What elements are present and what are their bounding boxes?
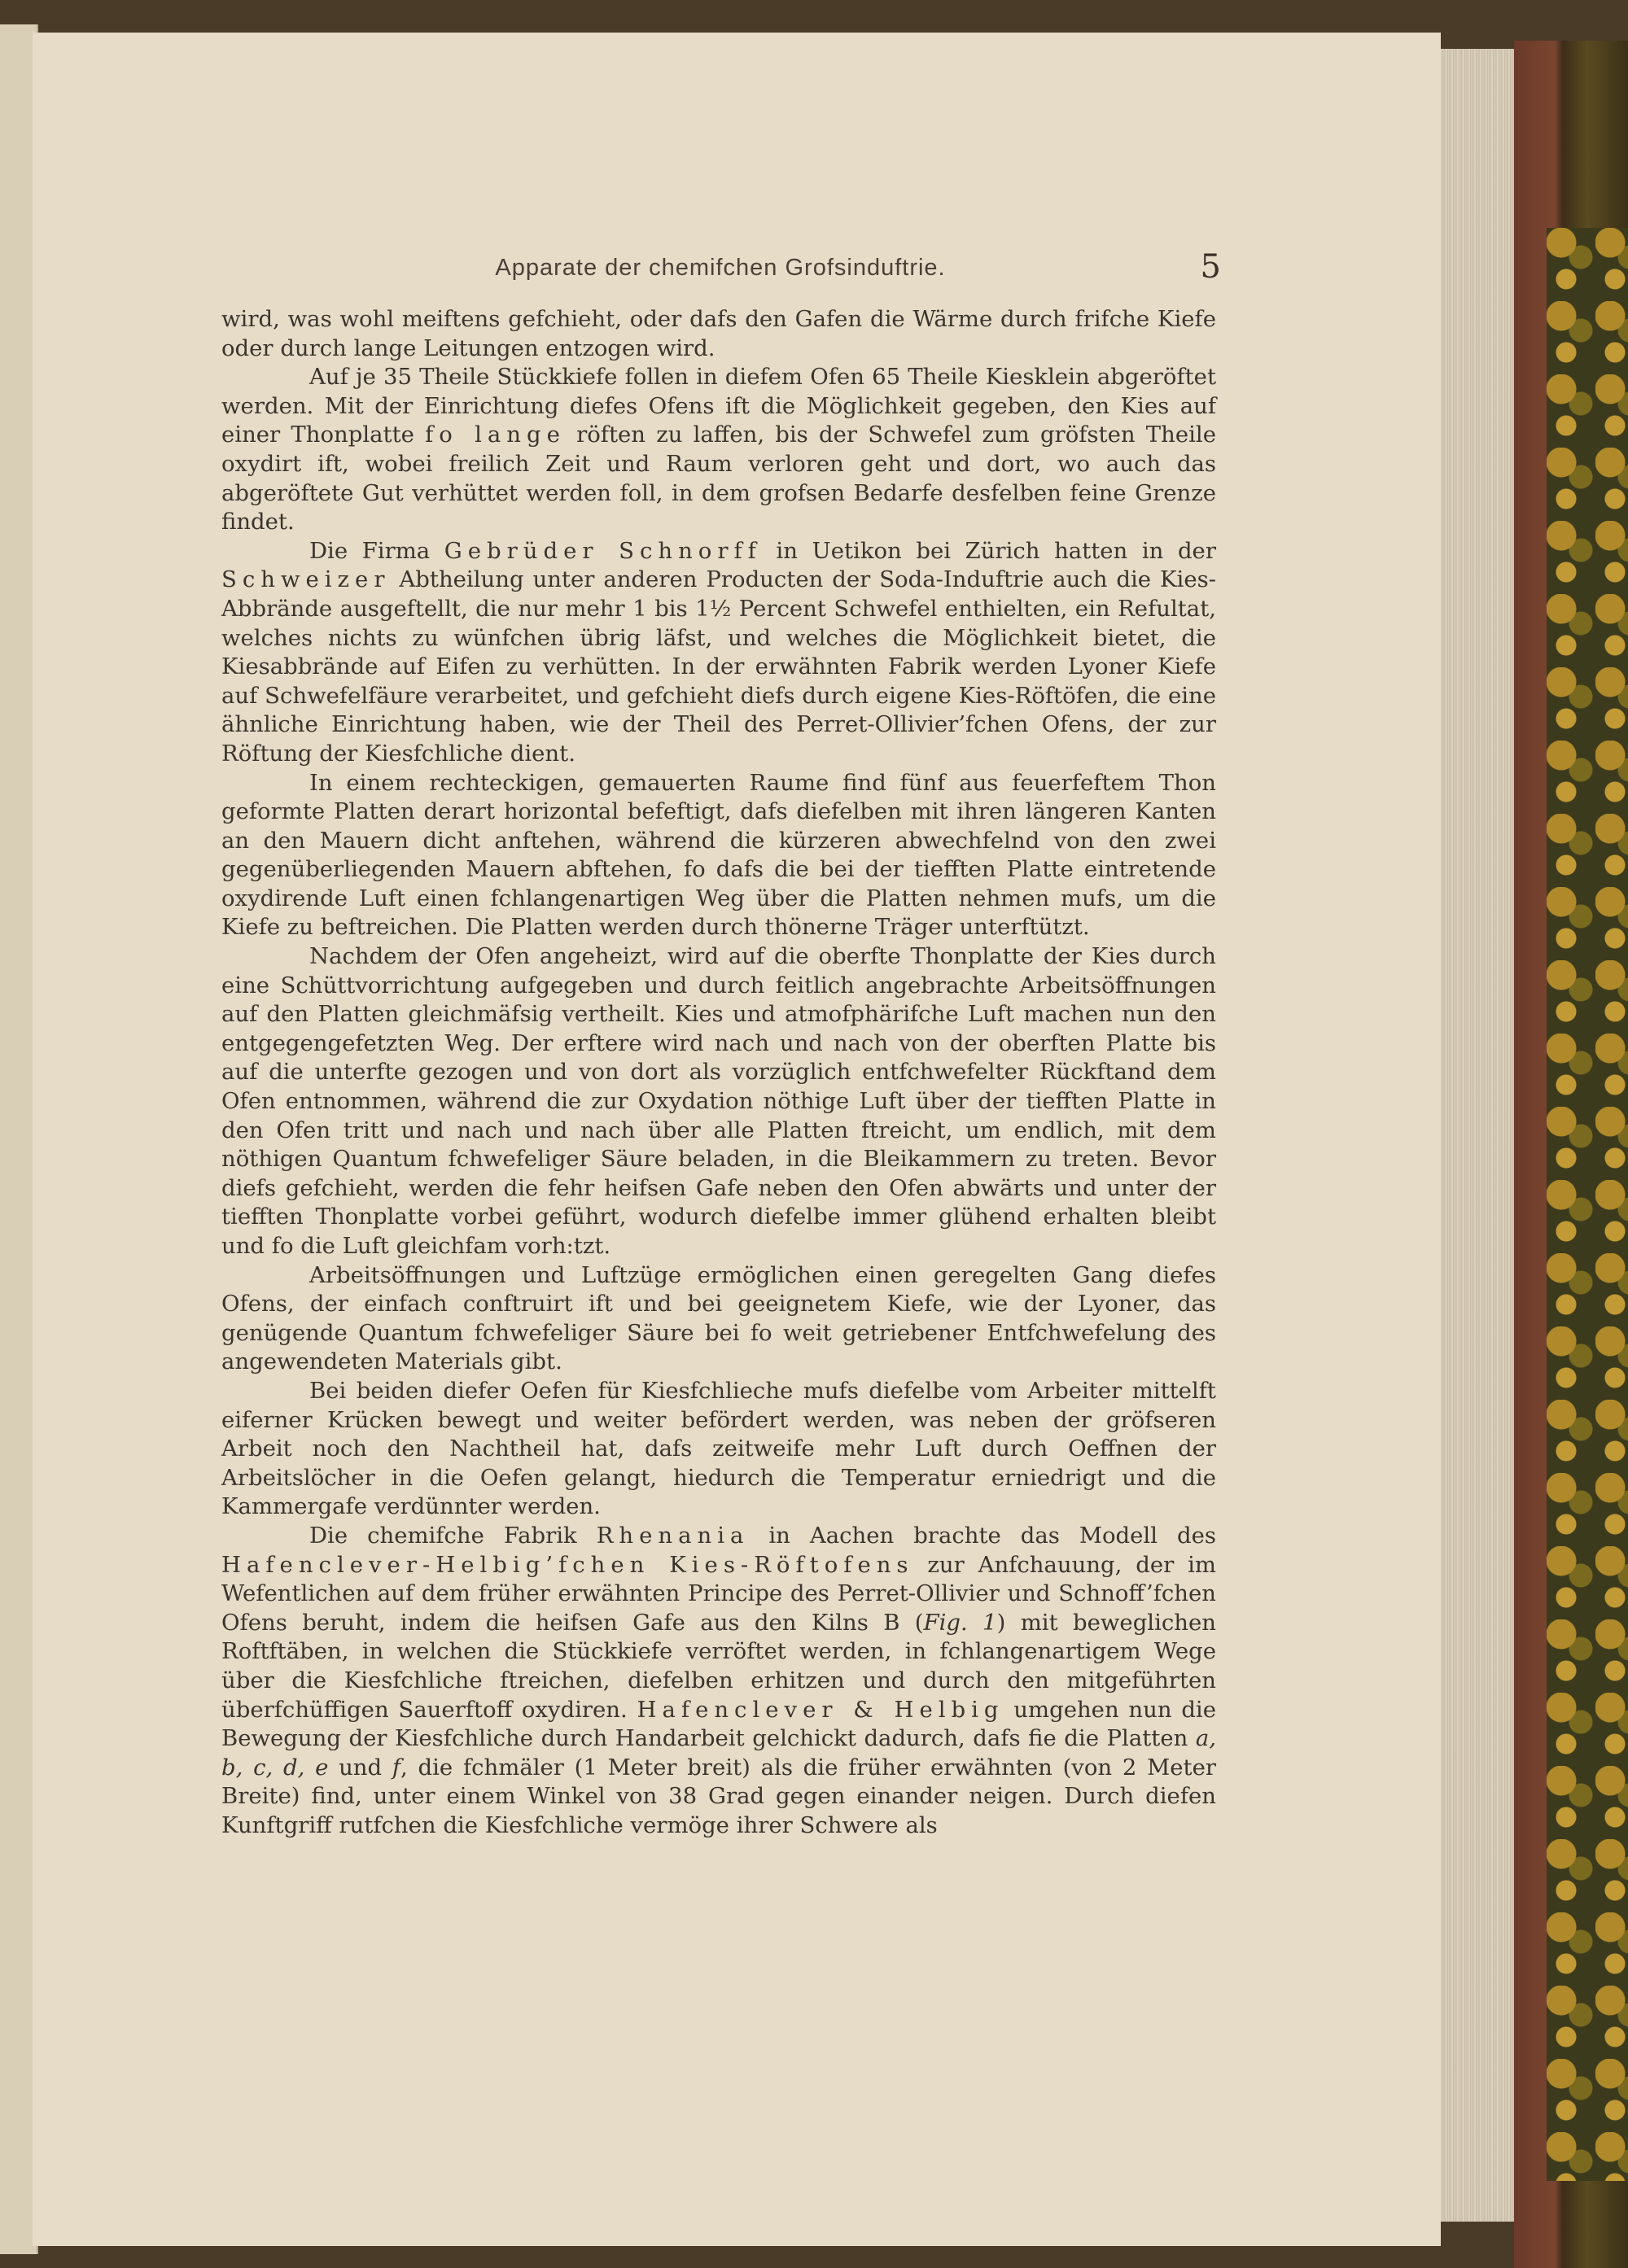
text-run: in Uetikon bei Zürich hatten in der xyxy=(761,537,1216,564)
paragraph-p3 xyxy=(221,537,1216,769)
spaced-name: Rhenania xyxy=(596,1522,750,1549)
page-number: 5 xyxy=(1200,248,1221,286)
text-run: , die fchmäler (1 Meter breit) als die früher erwähnten (von 2 Meter Breite) find, unter einem Winkel von 38 Grad gegen einander neigen. Durch diefen Kunftgriff rutfchen die Kiesfchliche vermöge ihrer Schwere als xyxy=(221,1754,1216,1838)
running-title: Apparate der chemifchen Grofsinduftrie. xyxy=(495,255,946,281)
paragraph-p4 xyxy=(221,769,1216,943)
text-run: zur Anfchauung, der im Wefentlichen auf dem früher erwähnten Principe des Perret-Ollivier und Schnoff’fchen Ofens beruht, indem die heifsen Gafe aus den Kilns B ( xyxy=(221,1551,1216,1636)
paragraph-p1 xyxy=(221,305,1216,363)
text-run: wird, was wohl meiftens gefchieht, oder dafs den Gafen die Wärme durch frifche Kiefe oder durch lange Leitungen entzogen wird. xyxy=(221,306,1216,361)
text-run: in Aachen brachte das Modell des xyxy=(749,1522,1216,1549)
text-run: ) mit beweglichen Roftftäben, in welchen die Stückkiefe verröftet werden, in fchlangenartigem Wege über die Kiesfchliche ftreichen, diefelben erhitzen und durch den mitgeführten überfchüffigen Sauerftoff oxydiren. xyxy=(221,1609,1216,1723)
marbled-cover xyxy=(1547,228,1628,2181)
italic-text: f xyxy=(392,1754,401,1781)
running-head xyxy=(220,248,1221,289)
spaced-name: fo lange xyxy=(425,422,566,448)
text-run: Nachdem der Ofen angeheizt, wird auf die oberfte Thonplatte der Kies durch eine Schüttvorrichtung aufgegeben und durch feitlich angebrachte Arbeitsöffnungen auf den Platten gleichmäfsig vertheilt. Kies und atmofphärifche Luft machen nun den entgegengefetzten Weg. Der erftere wird nach und nach von der oberften Platte bis auf die unterfte gezogen und von dort als vorzüglich entfchwefelter Rückftand dem Ofen entnommen, während die zur Oxydation nöthige Luft über der tiefften Platte in den Ofen tritt und nach und nach über alle Platten ftreicht, um endlich, mit dem nöthigen Quantum fchwefeliger Säure beladen, in die Bleikammern zu treten. Bevor diefs gefchieht, werden die fehr heifsen Gafe neben den Ofen abwärts und unter der tiefften Thonplatte vorbei geführt, wodurch diefelbe immer glühend erhalten bleibt und fo die Luft gleichfam vorh:tzt. xyxy=(221,943,1216,1259)
text-run: und xyxy=(328,1754,392,1781)
paragraph-p8 xyxy=(221,1522,1216,1841)
italic-text: a, b, c, d, e xyxy=(221,1725,1216,1781)
text-run: Abtheilung unter anderen Producten der Soda-Induftrie auch die Kies-Abbrände ausgeftellt, die nur mehr 1 bis 1½ Percent Schwefel enthielten, ein Refultat, welches nichts zu wünfchen übrig läfst, und welches die Möglichkeit bietet, die Kiesabbrände auf Eifen zu verhütten. In der erwähnten Fabrik werden Lyoner Kiefe auf Schwefelfäure verarbeitet, und gefchieht diefs durch eigene Kies-Röftöfen, die eine ähnliche Einrichtung haben, wie der Theil des Perret-Ollivier’fchen Ofens, der zur Röftung der Kiesfchliche dient. xyxy=(221,566,1216,767)
body-text xyxy=(221,305,1216,1840)
text-run: Auf je 35 Theile Stückkiefe follen in diefem Ofen 65 Theile Kiesklein abgeröftet werden. Mit der Einrichtung diefes Ofens ift die Möglichkeit gegeben, den Kies auf einer Thonplatte xyxy=(221,364,1216,448)
text-run: Arbeitsöffnungen und Luftzüge ermöglichen einen geregelten Gang diefes Ofens, der einfach conftruirt ift und bei geeignetem Kiefe, wie der Lyoner, das genügende Quantum fchwefeliger Säure bei fo weit getriebener Entfchwefelung des angewendeten Materials gibt. xyxy=(221,1261,1216,1375)
paragraph-p6 xyxy=(221,1261,1216,1377)
text-run: Bei beiden diefer Oefen für Kiesfchlieche mufs diefelbe vom Arbeiter mittelft eiferner Krücken bewegt und weiter befördert werden, was neben der gröfseren Arbeit noch den Nachtheil hat, dafs zeitweife mehr Luft durch Oeffnen der Arbeitslöcher in die Oefen gelangt, hiedurch die Temperatur erniedrigt und die Kammergafe verdünnter werden. xyxy=(221,1377,1216,1520)
spaced-name: Schweizer xyxy=(221,566,391,593)
spaced-name: Gebrüder Schnorff xyxy=(444,537,762,564)
spaced-name: Hafenclever-Helbig’fchen Kies-Röftofens xyxy=(221,1551,914,1578)
text-run: In einem rechteckigen, gemauerten Raume find fünf aus feuerfeftem Thon geformte Platten derart horizontal befeftigt, dafs diefelben mit ihren längeren Kanten an den Mauern dicht anftehen, während die kürzeren abwechfelnd von den zwei gegenüberliegenden Mauern abftehen, fo dafs die bei der tiefften Platte eintretende oxydirende Luft einen fchlangenartigen Weg über die Platten nehmen mufs, um die Kiefe zu beftreichen. Die Platten werden durch thönerne Träger unterftützt. xyxy=(221,769,1216,941)
paragraph-p5 xyxy=(221,942,1216,1261)
text-run: Die chemifche Fabrik xyxy=(309,1522,597,1549)
paragraph-p2 xyxy=(221,363,1216,537)
paragraph-p7 xyxy=(221,1377,1216,1522)
italic-text: Fig. 1 xyxy=(923,1609,997,1636)
text-run: röften zu laffen, bis der Schwefel zum gröfsten Theile oxydirt ift, wobei freilich Zeit und Raum verloren geht und dort, wo auch das abgeröftete Gut verhüttet werden foll, in dem grofsen Bedarfe desfelben feine Grenze findet. xyxy=(221,422,1216,535)
spaced-name: Hafenclever & Helbig xyxy=(637,1696,1004,1723)
text-run: Die Firma xyxy=(309,537,444,564)
text-run: umgehen nun die Bewegung der Kiesfchliche durch Handarbeit gelchickt dadurch, dafs fie die Platten xyxy=(221,1696,1216,1752)
